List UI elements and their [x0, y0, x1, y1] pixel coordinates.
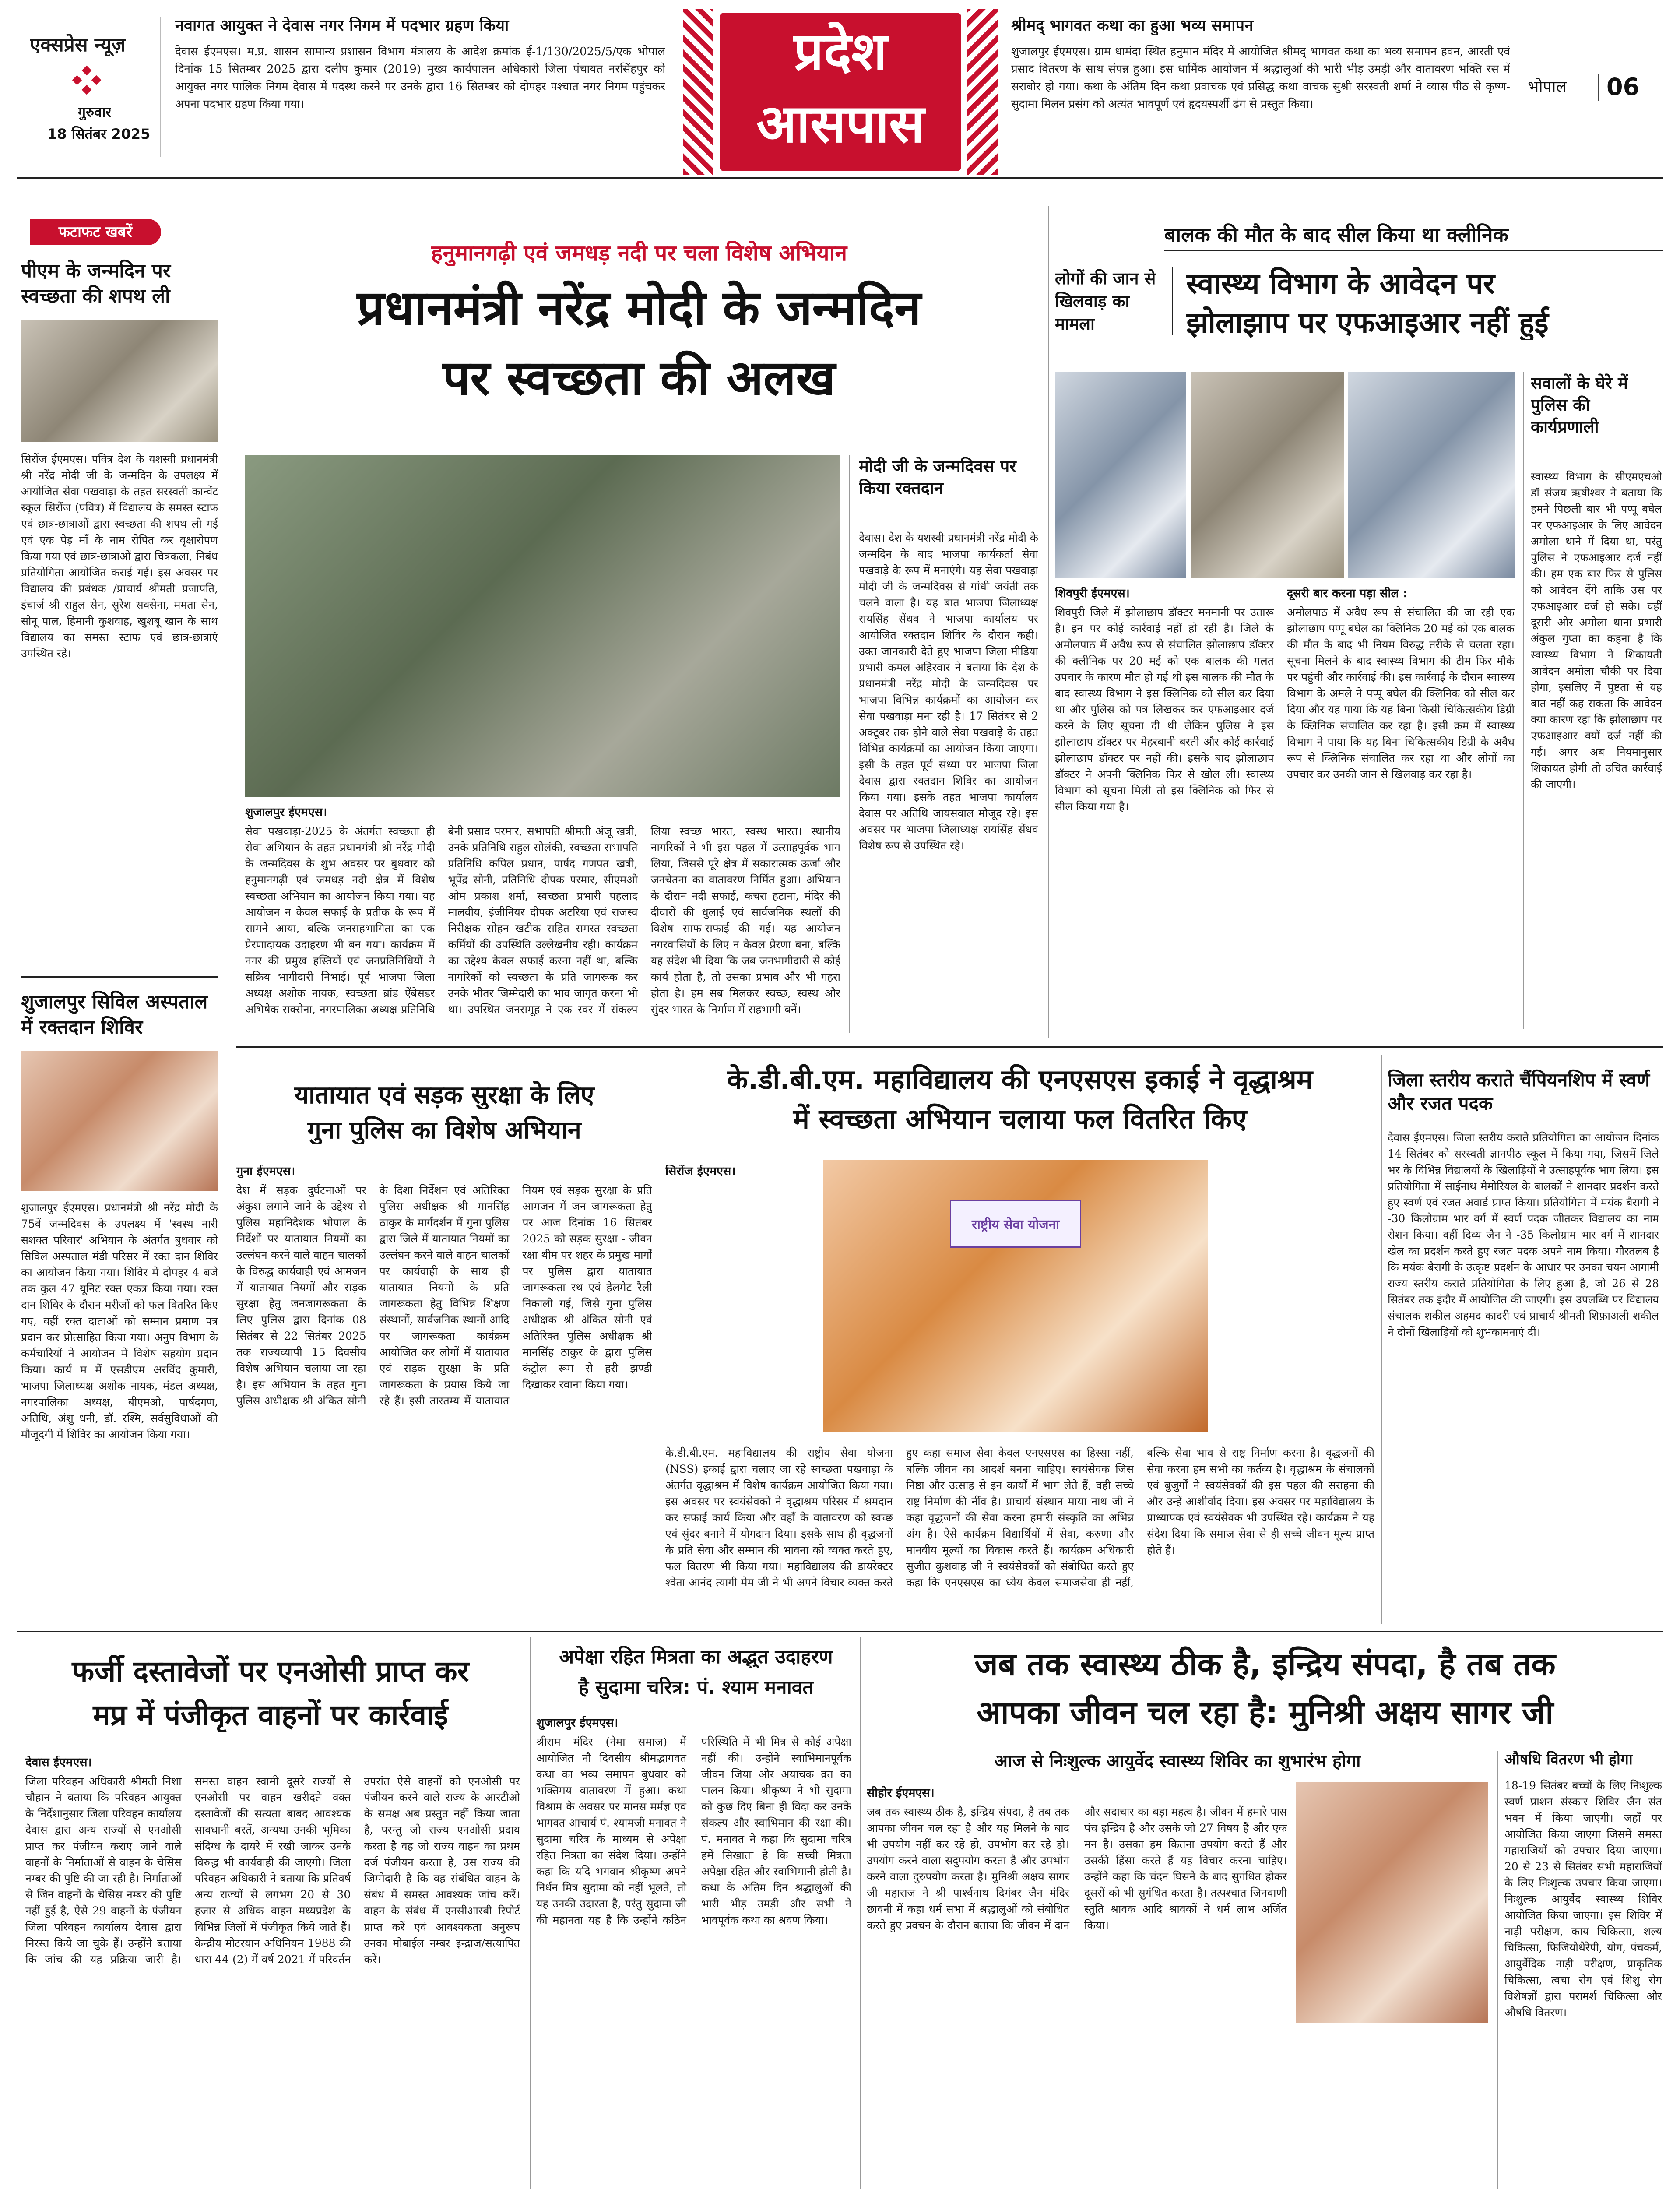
kdbm-headline-line2: में स्वच्छता अभियान चलाया फल वितरित किए: [793, 1103, 1247, 1135]
muni-box: [1497, 1751, 1663, 2189]
blood-donation-box: [849, 455, 1042, 1033]
city-label: भोपाल: [1528, 78, 1567, 96]
traffic-dateline: गुना ईएमएस।: [236, 1165, 295, 1178]
sidebar-story1-body: सिरोंज ईएमएस। पवित्र देश के यशस्वी प्रधानमंत्री श्री नरेंद्र मोदी जी के जन्मदिन के उपलक्ष्य में आयोजित सेवा पखवाड़ा के तहत सरस्वती कान्वेंट स्कूल सिरोंज (पवित्र) में विद्यालय के समस्त स्टाफ एवं छात्र-छात्राओं द्वारा स्वच्छता की शपथ ली गई एवं एक पेड़ माँ के नाम रोपित कर वृक्षारोपण किया गया एवं छात्र-छात्राओं द्वारा चित्रकला, निबंध प्रतियोगिता आयोजित कराई गई। इस अवसर पर विद्यालय की प्रबंधक /प्राचार्य श्रीमती प्रजापति, इंचार्ज श्री राहुल सेन, सुरेश सक्सेना, ममता सेन, सोनू पाल, हिमानी कुशवाह, खुशबू खान के साथ विद्यालय का समस्त स्टाफ एवं छात्र-छात्राएं उपस्थित रहे।: [21, 453, 218, 660]
top-right-headline: श्रीमद् भागवत कथा का हुआ भव्य समापन: [1011, 17, 1254, 35]
clinic-photo-3: [1348, 372, 1515, 578]
kdbm-body: के.डी.बी.एम. महाविद्यालय की राष्ट्रीय सेवा योजना (NSS) इकाई द्वारा चलाए जा रहे स्वच्छता पखवाड़ा के अंतर्गत वृद्धाश्रम में विशेष कार्यक्रम आयोजित किया गया। इस अवसर पर स्वयंसेवकों ने वृद्धाश्रम परिसर में श्रमदान कर सफाई कार्य किया और वहाँ के वातावरण को स्वच्छ एवं सुंदर बनाने में योगदान दिया। इसके साथ ही वृद्धजनों के प्रति सेवा और सम्मान की भावना को व्यक्त करते हुए, फल वितरण भी किया गया। महाविद्यालय की डायरेक्टर श्वेता आनंद त्यागी मेम जी ने भी अपने विचार व्यक्त करते हुए कहा समाज सेवा केवल एनएसएस का हिस्सा नहीं, बल्कि जीवन का आदर्श बनना चाहिए। स्वयंसेवक जिस निष्ठा और उत्साह से इन कार्यों में भाग लेते हैं, वही सच्चे राष्ट्र निर्माण की नींव है। प्राचार्य संस्थान माया नाथ जी ने कहा वृद्धजनों की सेवा करना हमारी संस्कृति का अभिन्न अंग है। ऐसे कार्यक्रम विद्यार्थियों में सेवा, करुणा और मानवीय मूल्यों का विकास करते हैं। कार्यक्रम अधिकारी सुजीत कुशवाह जी ने स्वयंसेवकों को संबोधित करते हुए कहा कि एनएसएस का ध्येय केवल समाजसेवा ही नहीं, बल्कि सेवा भाव से राष्ट्र निर्माण करना है। वृद्धजनों की सेवा करना हम सभी का कर्तव्य है। वृद्धाश्रम के संचालकों एवं बुजुर्गों ने स्वयंसेवकों की इस पहल की सराहना की और उन्हें आशीर्वाद दिया। इस अवसर पर महाविद्यालय के प्राध्यापक एवं स्वयंसेवक भी उपस्थित रहे। कार्यक्रम ने यह संदेश दिया कि समाज सेवा से ही सच्चे जीवन मूल्य प्राप्त होते हैं।: [665, 1446, 1374, 1589]
blood-donation-headline: मोदी जी के जन्मदिवस पर किया रक्तदान: [859, 457, 1016, 498]
section-title-top: प्रदेश: [794, 22, 887, 82]
lead-headline-line2: पर स्वच्छता की अलख: [443, 350, 836, 406]
clinic-photo-1: [1055, 372, 1186, 578]
noc-dateline: देवास ईएमएस।: [25, 1756, 92, 1769]
lead-headline-line1: प्रधानमंत्री नरेंद्र मोदी के जन्मदिन: [357, 280, 921, 336]
clinic-kicker: बालक की मौत के बाद सील किया था क्लीनिक: [1164, 223, 1663, 251]
lead-body: सेवा पखवाड़ा-2025 के अंतर्गत स्वच्छता ही सेवा अभियान के तहत प्रधानमंत्री श्री नरेंद्र मोदी के जन्मदिवस के शुभ अवसर पर बुधवार को हनुमानगढ़ी एवं जमधड़ नदी क्षेत्र में विशेष स्वच्छता अभियान का आयोजन किया गया। यह आयोजन न केवल सफाई के प्रतीक के रूप में सामने आया, बल्कि जनसहभागिता का एक प्रेरणादायक उदाहरण भी बन गया। कार्यक्रम में नगर की प्रमुख हस्तियों एवं जनप्रतिनिधियों ने सक्रिय भागीदारी निभाई। पूर्व भाजपा जिला अध्यक्ष अशोक नायक, स्वच्छता ब्रांड ऐंबेसडर अभिषेक सक्सेना, नगरपालिका अध्यक्ष प्रतिनिधि बेनी प्रसाद परमार, सभापति श्रीमती अंजू खत्री, उनके प्रतिनिधि राहुल सोलंकी, स्वच्छता सभापति प्रतिनिधि कपिल प्रधान, पार्षद गणपत खत्री, भूपेंद्र सोनी, प्रतिनिधि दीपक परमार, सीएमओ ओम प्रकाश शर्मा, स्वच्छता प्रभारी पहलाद मालवीय, इंजीनियर दीपक अटरिया एवं राजस्व निरीक्षक सोहन खटीक सहित समस्त स्वच्छता कर्मियों की उपस्थिति उल्लेखनीय रही। कार्यक्रम का उद्देश्य केवल सफाई करना नहीं था, बल्कि नागरिकों को स्वच्छता के प्रति जागरूक कर उनके भीतर जिम्मेदारी का भाव जागृत करना भी था। उपस्थित जनसमूह ने एक स्वर में संकल्प लिया स्वच्छ भारत, स्वस्थ भारत। स्थानीय नागरिकों ने भी इस पहल में उत्साहपूर्वक भाग लिया, जिससे पूरे क्षेत्र में सकारात्मक ऊर्जा और जनचेतना का वातावरण निर्मित हुआ। अभियान के दौरान नदी सफाई, कचरा हटाना, मंदिर की दीवारों की धुलाई एवं सार्वजनिक स्थलों की विशेष साफ-सफाई की गई। यह आयोजन नगरवासियों के लिए न केवल प्रेरणा बना, बल्कि यह संदेश भी दिया कि जब जनभागीदारी से कोई कार्य होता है, तो उसका प्रभाव और भी गहरा होता है। हम सब मिलकर स्वच्छ, स्वस्थ और सुंदर भारत के निर्माण में सहभागी बनें।: [245, 825, 840, 1016]
lead-photo: [245, 455, 840, 797]
masthead-logo-box: [17, 17, 161, 157]
lead-dateline: शुजालपुर ईएमएस।: [245, 806, 327, 819]
police-action-box: [1523, 372, 1663, 1029]
issue-day: गुरुवार: [78, 104, 112, 120]
section-title-bottom: आसपास: [756, 94, 925, 155]
logo-mark-icon: [74, 67, 100, 93]
page-number: 06: [1606, 74, 1640, 101]
traffic-headline-line1: यातायात एवं सड़क सुरक्षा के लिए: [294, 1081, 594, 1109]
muni-headline-line2: आपका जीवन चल रहा है: मुनिश्री अक्षय सागर जी: [977, 1694, 1553, 1731]
kdbm-body-right: [1217, 1160, 1374, 1436]
muni-box-headline: औषधि वितरण भी होगा: [1504, 1751, 1633, 1768]
clinic-story: [1055, 206, 1663, 1038]
sudama-dateline: शुजालपुर ईएमएस।: [536, 1716, 619, 1730]
top-left-body: देवास ईएमएस। म.प्र. शासन सामान्य प्रशासन विभाग मंत्रालय के आदेश क्रमांक ई-1/130/2025/5/एक भोपाल दिनांक 15 सितम्बर 2025 द्वारा दलीप कुमार (2019) मुख्य कार्यपालन अधिकारी जिला पंचायत नरसिंहपुर को आयुक्त नगर पालिक निगम देवास में पदस्थ करने पर उनके द्वारा 16 सितम्बर को दोपहर पश्चात नगर निगम पहुंचकर अपना पदभार ग्रहण किया गया।: [175, 45, 665, 111]
muni-body: जब तक स्वास्थ्य ठीक है, इन्द्रिय संपदा, है तब तक आपका जीवन चल रहा है और यह मिलने के बाद भी उपयोग नहीं कर रहे हो, उपभोग कर रहे हो। उपयोग करने वाला सदुपयोग करता है और उपभोग करने वाला दुरुपयोग करता है। मुनिश्री अक्षय सागर जी महाराज ने श्री पार्श्वनाथ दिगंबर जैन मंदिर छावनी में कहा धर्म सभा में श्रद्धालुओं को संबोधित करते हुए प्रवचन के दौरान बताया कि जीवन में दान और सदाचार का बड़ा महत्व है। जीवन में हमारे पास पंच इन्द्रिय है और उसके जो 27 विषय हैं और एक मन है। उसका हम कितना उपयोग करते हैं और उसकी हिंसा करते हैं यह विचार करना चाहिए। उन्होंने कहा कि चंदन घिसने के बाद सुगंधित होकर दूसरों को भी सुगंधित करता है। तत्पश्चात जिनवाणी स्तुति श्रावक आदि श्रावकों ने धर्म लाभ अर्जित किया।: [867, 1805, 1287, 1932]
noc-body: जिला परिवहन अधिकारी श्रीमती निशा चौहान ने बताया कि परिवहन आयुक्त के निर्देशानुसार जिला परिवहन कार्यालय देवास द्वारा अन्य राज्यों से एनओसी प्राप्त कर पंजीयन कराए जाने वाले वाहनों के निर्माताओं से वाहन के चेसिस नम्बर की पुष्टि की जा रही है। निर्माताओं से जिन वाहनों के चेसिस नम्बर की पुष्टि नहीं हुई है, ऐसे 29 वाहनों के पंजीयन जिला परिवहन कार्यालय देवास द्वारा निरस्त किये जा चुके हैं। उन्होंने बताया कि जांच की यह प्रक्रिया जारी है। समस्त वाहन स्वामी दूसरे राज्यों से एनओसी पर वाहन खरीदते वक्त दस्तावेजों की सत्यता बाबद आवश्यक सावधानी बरतें, अन्यथा उनकी भूमिका संदिग्ध के दायरे में रखी जाकर उनके विरुद्ध भी कार्यवाही की जाएगी। जिला परिवहन अधिकारी ने बताया कि प्रतिवर्ष अन्य राज्यों से लगभग 20 से 30 हजार से अधिक वाहन मध्यप्रदेश के विभिन्न जिलों में पंजीकृत किये जाते हैं। केन्द्रीय मोटरयान अधिनियम 1988 की धारा 44 (2) में वर्ष 2021 में परिवर्तन उपरांत ऐसे वाहनों को एनओसी पर पंजीयन करने वाले राज्य के आरटीओ के समक्ष अब प्रस्तुत नहीं किया जाता है, परन्तु जो राज्य एनओसी प्रदाय करता है वह जो राज्य वाहन का प्रथम दर्ज पंजीयन करता है, उस राज्य की जिम्मेदारी है कि वह संबंधित वाहन के संबंध में समस्त आवश्यक जांच करें। वाहन के संबंध में एनसीआरबी रिपोर्ट प्राप्त करें एवं आवश्यकता अनुरूप उनका मोबाईल नम्बर इन्द्राज/सत्यापित करें।: [25, 1775, 520, 1966]
clinic-body: शिवपुरी जिले में झोलाछाप डॉक्टर मनमानी पर उतारू है। इन पर कोई कार्रवाई नहीं हो रही है। जिले के अमोलपाठ में अवैध रूप से संचालित झोलाछाप डॉक्टर की क्लीनिक पर 20 मई को एक बालक की गलत उपचार के कारण मौत हो गई थी इस बालक की मौत के बाद स्वास्थ्य विभाग ने इस क्लिनिक को सील कर दिया था और पुलिस को पत्र लिखकर कर एफआइआर दर्ज करने के लिए सूचना दी थी लेकिन पुलिस ने इस झोलाछाप डॉक्टर पर मेहरबानी बरती और कोई कार्रवाई झोलाछाप डॉक्टर पर नहीं की। इसके बाद झोलाछाप डॉक्टर ने अपनी क्लिनिक फिर से खोल ली। स्वास्थ्य विभाग को सूचना मिली तो इस क्लिनिक को फिर से सील किया गया है।: [1055, 606, 1274, 813]
lead-kicker: हनुमानगढ़ी एवं जमधड़ नदी पर चला विशेष अभियान: [431, 241, 847, 266]
sidebar-photo-2: [21, 1051, 218, 1191]
sports-story: [1388, 1055, 1663, 1624]
top-right-body: शुजालपुर ईएमएस। ग्राम धामंदा स्थित हनुमान मंदिर में आयोजित श्रीमद् भागवत कथा का भव्य समापन हवन, आरती एवं प्रसाद वितरण के साथ संपन्न हुआ। इस धार्मिक आयोजन में श्रद्धालुओं की भारी भीड़ उमड़ी और वातावरण भक्ति रस में सराबोर हो गया। कथा के अंतिम दिन कथा प्रवाचक एवं प्रसिद्ध कथा वाचक सुश्री सरस्वती शर्मा ने व्यास पीठ से कृष्ण-सुदामा मिलन प्रसंग को अत्यंत भावपूर्ण एवं हृदयस्पर्शी ढंग से प्रस्तुत किया।: [1011, 45, 1510, 111]
clinic-photo-2: [1191, 372, 1344, 578]
top-left-story: [175, 17, 670, 161]
issue-date: 18 सितंबर 2025: [47, 126, 151, 142]
sidebar-story1-headline: पीएम के जन्मदिन पर स्वच्छता की शपथ ली: [21, 260, 171, 307]
kdbm-banner: राष्ट्रीय सेवा योजना: [950, 1200, 1081, 1248]
section-banner: [683, 9, 998, 175]
kdbm-body-left: [665, 1182, 814, 1436]
sudama-body: श्रीराम मंदिर (नेमा समाज) में आयोजित नौ दिवसीय श्रीमद्भागवत कथा का भव्य समापन बुधवार को भक्तिमय वातावरण में हुआ। कथा विश्राम के अवसर पर मानस मर्मज्ञ एवं भागवत आचार्य पं. श्यामजी मनावत ने सुदामा चरित्र के माध्यम से अपेक्षा रहित मित्रता का संदेश दिया। उन्होंने कहा कि यदि भगवान श्रीकृष्ण अपने निर्धन मित्र सुदामा को नहीं भूलते, तो यह उनकी उदारता है, परंतु सुदामा जी की महानता यह है कि उन्होंने कठिन परिस्थिति में भी मित्र से कोई अपेक्षा नहीं की। उन्होंने स्वाभिमानपूर्वक जीवन जिया और अयाचक व्रत का पालन किया। श्रीकृष्ण ने भी सुदामा को कुछ दिए बिना ही विदा कर उनके संकल्प और स्वाभिमान की रक्षा की। पं. मनावत ने कहा कि सुदामा चरित्र हमें सिखाता है कि सच्ची मित्रता अपेक्षा रहित और स्वाभिमानी होती है। कथा के अंतिम दिन श्रद्धालुओं की भारी भीड़ उमड़ी और सभी ने भावपूर्वक कथा का श्रवण किया।: [536, 1735, 851, 1926]
police-action-headline: सवालों के घेरे में पुलिस की कार्यप्रणाली: [1531, 373, 1628, 436]
lead-story: [236, 206, 1042, 1038]
clinic-side-tag: लोगों की जान से खिलवाड़ का मामला: [1055, 267, 1173, 335]
sidebar: [17, 206, 222, 1651]
traffic-story: [236, 1055, 652, 1624]
sidebar-photo-1: [21, 320, 218, 442]
traffic-headline-line2: गुना पुलिस का विशेष अभियान: [307, 1116, 581, 1144]
sidebar-tag: फटाफट खबरें: [30, 219, 161, 245]
muni-dateline: सीहोर ईएमएस।: [867, 1786, 935, 1800]
sports-headline: जिला स्तरीय कराते चैंपियनशिप में स्वर्ण और रजत पदक: [1388, 1069, 1650, 1114]
police-action-body: स्वास्थ्य विभाग के सीएमएचओ डॉ संजय ऋषीश्वर ने बताया कि हमने पिछली बार भी पप्पू बघेल पर एफआइआर के लिए आवेदन अमोला थाने में दिया था, परंतु पुलिस ने एफआइआर दर्ज नहीं की। हम एक बार फिर से पुलिस को आवेदन देंगे ताकि उस पर एफआइआर दर्ज हो सके। वहीं दूसरी ओर अमोला थाना प्रभारी अंकुल गुप्ता का कहना है कि स्वास्थ्य विभाग ने शिकायती आवेदन अमोला चौकी पर दिया होगा, इसलिए मैं पुष्टता से यह बात नहीं कह सकता कि आवेदन क्या कारण रहा कि झोलाछाप पर एफआइआर क्यों दर्ज नहीं की गई। अगर अब नियमानुसार शिकायत होगी तो उचित कार्रवाई की जाएगी।: [1531, 470, 1662, 791]
clinic-headline-line1: स्वास्थ्य विभाग के आवेदन पर: [1186, 267, 1495, 300]
section-title-block: [720, 13, 961, 171]
clinic-subhead: दूसरी बार करना पड़ा सील :: [1287, 587, 1408, 600]
paper-name: एक्सप्रेस न्यूज़: [30, 34, 126, 56]
clinic-dateline: शिवपुरी ईएमएस।: [1055, 587, 1130, 600]
muni-story: [867, 1637, 1663, 2189]
clinic-headline-line2: झोलाझाप पर एफआइआर नहीं हुई: [1186, 306, 1549, 340]
blood-donation-body: देवास। देश के यशस्वी प्रधानमंत्री नरेंद्र मोदी के जन्मदिन के बाद भाजपा कार्यकर्ता सेवा पखवाड़े के रूप में मनाएंगे। यह सेवा पखवाड़ा मोदी जी के जन्मदिवस से गांधी जयंती तक चलने वाला है। यह बात भाजपा जिलाध्यक्ष रायसिंह सेंधव ने भाजपा कार्यालय पर आयोजित रक्तदान शिविर के दौरान कही। उक्त जानकारी देते हुए भाजपा जिला मीडिया प्रभारी कमल अहिरवार ने बताया कि देश के प्रधानमंत्री नरेंद्र मोदी के जन्मदिवस पर भाजपा विभिन्न कार्यक्रमों का आयोजन कर सेवा पखवाड़ा मना रही है। 17 सितंबर से 2 अक्टूबर तक होने वाले सेवा पखवाड़े के तहत विभिन्न कार्यक्रमों का आयोजन किया जाएगा। इसी के तहत पूर्व संध्या पर भाजपा जिला देवास द्वारा रक्तदान शिविर का आयोजन किया गया। इसके तहत भाजपा कार्यालय देवास पर अतिथि जायसवाल मौजूद रहे। इस अवसर पर भाजपा जिलाध्यक्ष रायसिंह सेंधव विशेष रूप से उपस्थित रहे।: [859, 531, 1038, 852]
sudama-headline-line1: अपेक्षा रहित मित्रता का अद्भुत उदाहरण: [559, 1646, 833, 1668]
noc-story: [17, 1637, 524, 2189]
top-right-story: [1011, 17, 1515, 161]
kdbm-story: [665, 1055, 1374, 1624]
muni-subheadline: आज से निःशुल्क आयुर्वेद स्वास्थ्य शिविर का शुभारंभ होगा: [994, 1751, 1361, 1771]
muni-box-body: 18-19 सितंबर बच्चों के लिए निःशुल्क स्वर्ण प्राशन संस्कार शिविर जैन संत भवन में किया जाएगी। जहाँ पर आयोजित किया जाएगा जिसमें समस्त महाराजियों को उपचार दिया जाएगा। 20 से 23 से सितंबर सभी महाराजियों के लिए निःशुल्क उपचार किया जाएगा। निःशुल्क आयुर्वेद स्वास्थ्य शिविर आयोजित किया जाएगा। इस शिविर में नाड़ी परीक्षण, काय चिकित्सा, शल्य चिकित्सा, फिजियोथेरेपी, योग, पंचकर्म, आयुर्वेदिक नाड़ी परीक्षण, प्राकृतिक चिकित्सा, त्वचा रोग एवं शिशु रोग विशेषज्ञों द्वारा परामर्श चिकित्सा और औषधि वितरण।: [1504, 1779, 1662, 2019]
sidebar-story2-body: शुजालपुर ईएमएस। प्रधानमंत्री श्री नरेंद्र मोदी के 75वें जन्मदिवस के उपलक्ष्य में 'स्वस्थ नारी सशक्त परिवार' अभियान के अंतर्गत बुधवार को सिविल अस्पताल मंडी परिसर में रक्त दान शिविर का आयोजन किया गया। शिविर में दोपहर 4 बजे तक कुल 47 यूनिट रक्त एकत्र किया गया। रक्त दान शिविर के दौरान मरीजों को फल वितरित किए गए, वहीं रक्त दाताओं को सम्मान प्रमाण पत्र प्रदान कर प्रोत्साहित किया गया। अनुप विभाग के कर्मचारियों ने आयोजन में विशेष सहयोग प्रदान किया। कार्य म में एसडीएम अरविंद कुमारी, भाजपा जिलाध्यक्ष अशोक नायक, मंडल अध्यक्ष, नगरपालिका अध्यक्ष, बीएमओ, पार्षदगण, अतिथि, अंशु धनी, डॉ. रश्मि, सर्वसुविधाओं की मौजूदगी में शिविर का आयोजन किया गया।: [21, 1201, 218, 1441]
sports-body: देवास ईएमएस। जिला स्तरीय कराते प्रतियोगिता का आयोजन दिनांक 14 सितंबर को सरस्वती ज्ञानपीठ स्कूल में किया गया, जिसमें जिले भर के विभिन्न विद्यालयों के खिलाड़ियों ने उत्साहपूर्वक भाग लिया। इस प्रतियोगिता में साईनाथ मैमोरियल के बालकों ने शानदार प्रदर्शन करते हुए स्वर्ण एवं रजत अवार्ड प्राप्त किया। प्रतियोगिता में मयंक बैरागी ने -30 किलोग्राम भार वर्ग में स्वर्ण पदक जीतकर विद्यालय का नाम रोशन किया। वहीं दिव्य जैन ने -35 किलोग्राम भार वर्ग में शानदार खेल का प्रदर्शन करते हुए रजत पदक अपने नाम किया। गौरतलब है कि मयंक बैरागी के उत्कृष्ट प्रदर्शन के आधार पर उनका चयन आगामी राज्य स्तरीय कराते प्रतियोगिता के लिए हुआ है, जो 26 से 28 सितंबर तक इंदौर में आयोजित की जाएगी। इस उपलब्धि पर विद्यालय संचालक शकील अहमद कादरी एवं प्राचार्य श्रीमती शिफ़ाअली शकील ने दोनों खिलाड़ियों को शुभकामनाएं दीं।: [1388, 1131, 1659, 1338]
sudama-headline-line2: है सुदामा चरित्र: पं. श्याम मनावत: [578, 1677, 814, 1699]
sidebar-story2-headline: शुजालपुर सिविल अस्पताल में रक्तदान शिविर: [21, 991, 208, 1038]
noc-headline-line1: फर्जी दस्तावेजों पर एनओसी प्राप्त कर: [72, 1655, 469, 1688]
top-left-headline: नवागत आयुक्त ने देवास नगर निगम में पदभार ग्रहण किया: [175, 17, 509, 35]
noc-headline-line2: मप्र में पंजीकृत वाहनों पर कार्रवाई: [93, 1699, 448, 1732]
muni-headline-line1: जब तक स्वास्थ्य ठीक है, इन्द्रिय संपदा, है तब तक: [974, 1646, 1556, 1682]
page-meta: [1523, 70, 1668, 105]
traffic-body: देश में सड़क दुर्घटनाओं पर अंकुश लगाने जाने के उद्देश्य से पुलिस महानिदेशक भोपाल के निर्देशों पर यातायात नियमों का उल्लंघन करने वाले वाहन चालकों के विरुद्ध कार्यवाही एवं आमजन में यातायात नियमों और सड़क सुरक्षा हेतु जनजागरूकता के लिए पुलिस द्वारा दिनांक 08 सितंबर से 22 सितंबर 2025 तक राज्यव्यापी 15 दिवसीय विशेष अभियान चलाया जा रहा है। इस अभियान के तहत गुना पुलिस अधीक्षक श्री अंकित सोनी के दिशा निर्देशन एवं अतिरिक्त पुलिस अधीक्षक श्री मानसिंह ठाकुर के मार्गदर्शन में गुना पुलिस द्वारा जिले में यातायात नियमों का उल्लंघन करने वाले वाहन चालकों पर कार्यवाही के साथ ही यातायात नियमों के प्रति जागरूकता हेतु विभिन्न शिक्षण संस्थानों, सार्वजनिक स्थानों आदि पर जागरूकता कार्यक्रम आयोजित कर लोगों में यातायात एवं सड़क सुरक्षा के प्रति जागरूकता के प्रयास किये जा रहे हैं। इसी तारतम्य में यातायात नियम एवं सड़क सुरक्षा के प्रति आमजन में जन जागरूकता हेतु पर आज दिनांक 16 सितंबर 2025 को सड़क सुरक्षा - जीवन रक्षा थीम पर शहर के प्रमुख मार्गों पर पुलिस द्वारा यातायात जागरूकता रथ एवं हेलमेट रैली निकाली गई, जिसे गुना पुलिस अधीक्षक श्री अंकित सोनी एवं अतिरिक्त पुलिस अधीक्षक श्री मानसिंह ठाकुर के द्वारा पुलिस कंट्रोल रूम से हरी झण्डी दिखाकर रवाना किया गया।: [236, 1184, 652, 1407]
sudama-story: [536, 1637, 856, 2189]
clinic-body-2: अमोलपाठ में अवैध रूप से संचालित की जा रही एक झोलाछाप पप्पू बघेल का क्लिनिक 20 मई को एक बालक की मौत के बाद भी नियम विरुद्ध तरीके से चलता रहा। सूचना मिलने के बाद स्वास्थ्य विभाग की टीम फिर मौके पर पहुंची और कार्रवाई की। इस कार्रवाई के दौरान स्वास्थ्य विभाग के अमले ने पप्पू बघेल की क्लिनिक को सील कर दिया और यह पाया कि यह बिना किसी चिकित्सकीय डिग्री के क्लिनिक संचालित कर रहा है। इसी क्रम में स्वास्थ्य विभाग ने पाया कि यह बिना चिकित्सकीय डिग्री के अवैध रूप से क्लिनिक संचालित कर रहा था और लोगों का उपचार कर उनकी जान से खिलवाड़ कर रहा है।: [1287, 606, 1515, 781]
kdbm-photo: [823, 1160, 1208, 1432]
muni-photo: [1296, 1782, 1488, 2023]
kdbm-dateline: सिरोंज ईएमएस।: [665, 1165, 736, 1178]
kdbm-headline-line1: के.डी.बी.एम. महाविद्यालय की एनएसएस इकाई ने वृद्धाश्रम: [727, 1064, 1313, 1095]
